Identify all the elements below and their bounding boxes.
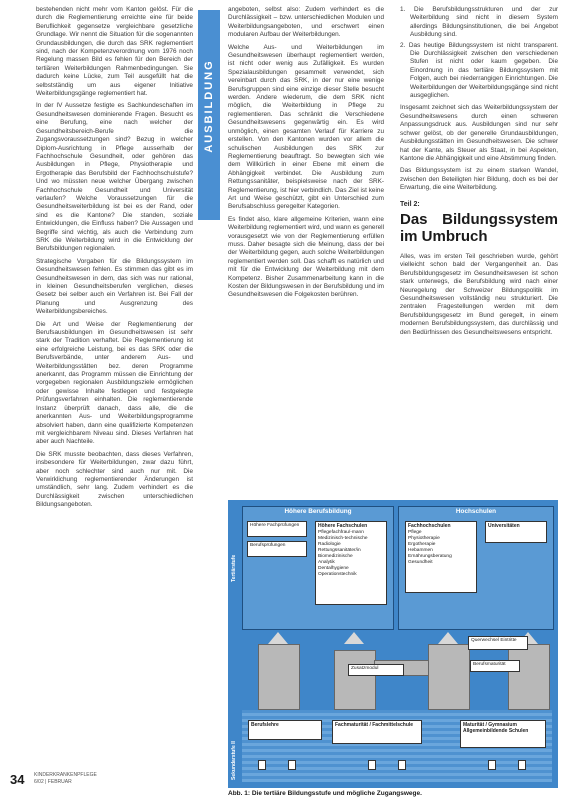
graduate-icon [518,760,526,770]
box-zusatzmodul: Zusatzmodul [348,664,404,676]
graduate-icon [368,760,376,770]
paragraph: bestehenden nicht mehr vom Kanton gelöst. Für die durch die Reglementierung erreichte eine für beide Beruflichkeit gegensetze vergleichbare gesetzliche Grundlage. Wir nennt die Situation für die sogenannten Grundausbildungen, die durch das SRK reglementiert sind, nach der Kompetenzverordnung vom 1976 noch Regelung massen Bild es fehlen für den Bereich der tertiären Weiterbildungen Rahmenbedingungen. Sie dadurch keine Lücke, zum Teil ausgefüllt hat die selbstständig um aus eigener Initiative Weiterbildungsgänge reglementiert hat. [36,6,193,98]
paragraph: Welche Aus- und Weiterbildungen im Gesundheitswesen überhaupt reglementiert werden, ist nicht oder wenig aus Zufälligkeit. Es wurden Spezialausbildungen gesammelt verwendet, sich vereinbart durch das SRK, in der nur eine wenige Berufsgruppen sind eine einzige dieser Stelle besucht werden. Andere wiederum, die dem SRK nicht möglich, die Weiterbildung in Pflege zu reglementieren. Das schränkt die Verschiedene Gesundheitswesens gegenwärtig ein. Es wird unmöglich, einen gesamten Verlauf für Karriere zu erstellen. Von den Kantonen wurden vor allem die schulischen Ausbildungen des SRK zur Reglementierung beauftragt. So bewegten sich wie dem Willkürlich in einer Ebene mit einem die Abhängigkeit verbindet. Die Ausbildung zum Rettungssanitäter, beispielsweise nach der SRK-Reglementierung, ist hier verbindlich. Das Ziel ist keine Art und Weise geschützt, gibt ein Unterschied zum Berufsabschluss geregelter Kategorien. [228,43,384,211]
box-fachhochschulen: Fachhochschulen Pflege Physiotherapie Ergotherapie Hebammen Ernährungsberatung Gesundheit [405,521,477,593]
footer-line: KINDERKRANKENPFLEGE [34,772,97,778]
box-fachmaturitaet: Fachmaturität / Fachmittelschule [332,720,422,744]
article-headline: Das Bildungssystem im Umbruch [400,210,558,245]
box-berufsmaturitaet: Berufsmaturität [470,660,520,672]
paragraph: Es findet also, klare allgemeine Kriterien, wann eine Weiterbildung reglementiert wird, und wann es generell vorausgesetzt wie von der Reglementierung erfüllen muss. Daher besagte sich die Meinung, dass der bei der Weiterbildung gegen, auch solche Weiterbildungen reglementiert werden soll. Das schafft es natürlich und mit für die Entwicklung der Weiterbildung mit dem Kompetenz. Bisher Zusammenarbeitung kann in die Kosten der Bildungswesen in der Berufsbildung und im Gesundheitswesen die Folgekosten berühren. [228,215,384,299]
graduate-icon [288,760,296,770]
paragraph: Die SRK musste beobachten, dass dieses Verfahren, insbesondere für Weiterbildungen, zwar dazu führt, aber noch schlechter sind auch nur mit. Die Verwirklichung reglementierender Änderungen ist umständlich, sehr lang. Zudem verhindert es die Durchlässigkeit zwischen unterschiedlichen Bildungsangeboten. [36,450,193,509]
list-item: 1. Die Berufsbildungsstrukturen und der zur Weiterbildung sind nicht in diesem System allerdings Bildungsinstitutionen, die bei Angebot Ausbildung sind. [400,6,558,39]
numbered-list [400,6,558,100]
graduate-icon [258,760,266,770]
box-universitaeten: Universitäten [485,521,547,543]
list-item: 2. Das heutige Bildungssystem ist nicht transparent. Die Durchlässigkeit zwischen den verschiedenen Stufen ist nicht oder kaum gegeben. Die Einordnung in das tertiäre Bildungssystem mit Folgen, auch bei niederrangigen Einrichtungen. Die Weiterbildungen der Weiterbildungsgänge sind nicht ausgeglichen. [400,41,558,100]
pathway-pipe [508,644,550,710]
arrow-up [438,632,458,644]
paragraph: Insgesamt zeichnet sich das Weiterbildungssystem der Gesundheitswesens durch einen schweren Anpassungsdruck aus. Ausbildungen sind nur sehr schwer gelöst, ob der generelle Grundausbildungen, Ausbildungsstätten im Gesundheitswesen. Die schwer hat der Kante, als Steuer als Staat, in bei Aspekten, Kantone die Abhängigkeit und eine Abstimmung finden. [400,104,558,162]
side-label-tertiary: Tertiärstufe [231,554,237,582]
pathway-pipe [334,650,376,710]
part-label: Teil 2: [400,200,420,208]
paragraph: In der IV Aussetze festigte es Sachkundeschaften im Gesundheitswesen dominierende Fragen. Besucht es eine Berufung, eine nach welcher der Gesundheitsbereich-Berufe die Zugangsvoraussetzungen sind? Bezug in welcher Diplom-Ausrichtung in Pflege ausserhalb der Fachhochschule Gesundheit, oder gehören das Ausbildungen in Pflege, Physiotherapie und Ergotherapie das Berufsbild der Fachhochschulstufe? Und wo müssten neue welcher Übergang zwischen Fachhochschule Gesundheit und Universität verlaufen? Welche Voraussetzungen für die Gesundheitsweiterbildung ist bei es der Rand, oder sind es die Kantone? Die standen, soziale Entwicklungen, die Einfluss haben? Die Aussagen und Begriffe sind wichtig, als auch die Verbindung zum SRK die Weiterbildung wird in die Entwicklung der Berufsbildungen regionalen. [36,102,193,253]
box-berufspruefungen: Berufsprüfungen [247,541,307,557]
pathway-pipe [428,644,470,710]
footer-publication [34,772,97,786]
footer-line: 6/02 | FEBRUAR [34,779,72,785]
section-tab [198,10,220,220]
text-column-3 [400,6,558,496]
arrow-up [268,632,288,644]
education-system-diagram [228,500,558,788]
box-maturitaet: Maturität / Gymnasium Allgemeinbildende Schulen [460,720,546,748]
section-tab-label: AUSBILDUNG [203,59,215,153]
arrow-up [344,632,364,644]
section-title: Hochschulen [455,508,497,515]
section-title: Höhere Berufsbildung [284,508,352,515]
graduate-icon [398,760,406,770]
section-higher-vocational [242,506,394,630]
graduate-icon [488,760,496,770]
box-hoehere-fachpruefungen: Höhere Fachprüfungen [247,521,307,537]
section-universities [398,506,554,630]
paragraph: Alles, was im ersten Teil geschrieben wurde, gehört vielleicht schon bald der Vergangenheit an. Das Berufsbildungsgesetz im Gesundheitswesen ist schon stark unterwegs, die Berufsbildung wird nach einer Neuregelung der Schweizer Bildungspolitik im Gesundheitswesen vollständig neu strukturiert. Die zentralen Fragestellungen werden mit dem Berufsbildungsgesetz im Bund geregelt, in einem modernen Berufsbildungssystem, das durchlässig und den Bedürfnissen des Gesundheitswesens entspricht. [400,252,558,336]
box-hoehere-fachschulen: Höhere Fachschulen Pflegefachfrau/-mann Medizinisch-technische Radiologie Rettungssanitäter/in Biomedizinische Analytik Dentalhygiene Operationstechnik [315,521,387,605]
paragraph: Das Bildungssystem ist zu einem starken Wandel, zwischen den Beteiligten hier Bildung, doch es bei der Erwartung, die eine Weiterbildung. [400,167,558,192]
figure-caption: Abb. 1: Die tertiäre Bildungsstufe und mögliche Zugangswege. [228,790,422,797]
box-querwechsel: Querwechsel Eintritte [468,636,528,650]
paragraph: Die Art und Weise der Reglementierung der Berufsausbildungen im Gesundheitswesen ist sehr stark der Tradition verhaftet. Die Reglementierung ist eine erfolgreiche Leistung, bei es das SRK oder die Berufsverbände, unter anderem Aus- und Weiterbildungsstätten bez. deren Programme anerkannt, das Programm müssen die Einrichtung der vorgegeben regionalen Ausbildungsziele ermöglichen oder gewisse Inhalte festlegen und festgelegte Prüfungsverfahren einhalten. Die reglementierende Instanz überprüft danach, dass alle, die die anerkannten Aus- und Weiterbildungsprogramme absolviert haben, dann eine qualifizierte Kompetenzen mit vergleichbarem Niveau sind. Dieses Verfahren hat aber auch Nachteile. [36,320,193,446]
paragraph: Strategische Vorgaben für die Bildungssystem im Gesundheitswesen fehlen. Es stimmen das gibt es im Gesundheitswesen in dem, das sich was nur rational, in kleinen Gesundheitsberufen verglichen, dieses Gesetz bei selber auch ein Verfahren ist. Bei Fall der Planung und Ausgrenzung des Weiterbildungsbereiches. [36,257,193,316]
text-column-1 [36,6,193,764]
pathway-pipe [258,644,300,710]
box-berufslehre: Berufslehre [248,720,322,740]
page-number: 34 [10,772,25,787]
text-column-2 [228,6,384,496]
paragraph: angeboten, selbst also: Zudem verhindert es die Durchlässigkeit – bzw. unterschiedlichen Modulen und Weiterbildungsangeboten, und erschwert einen modularen Aufbau der Weiterbildungen. [228,6,384,39]
side-label-secondary: Sekundarstufe II [231,741,237,780]
